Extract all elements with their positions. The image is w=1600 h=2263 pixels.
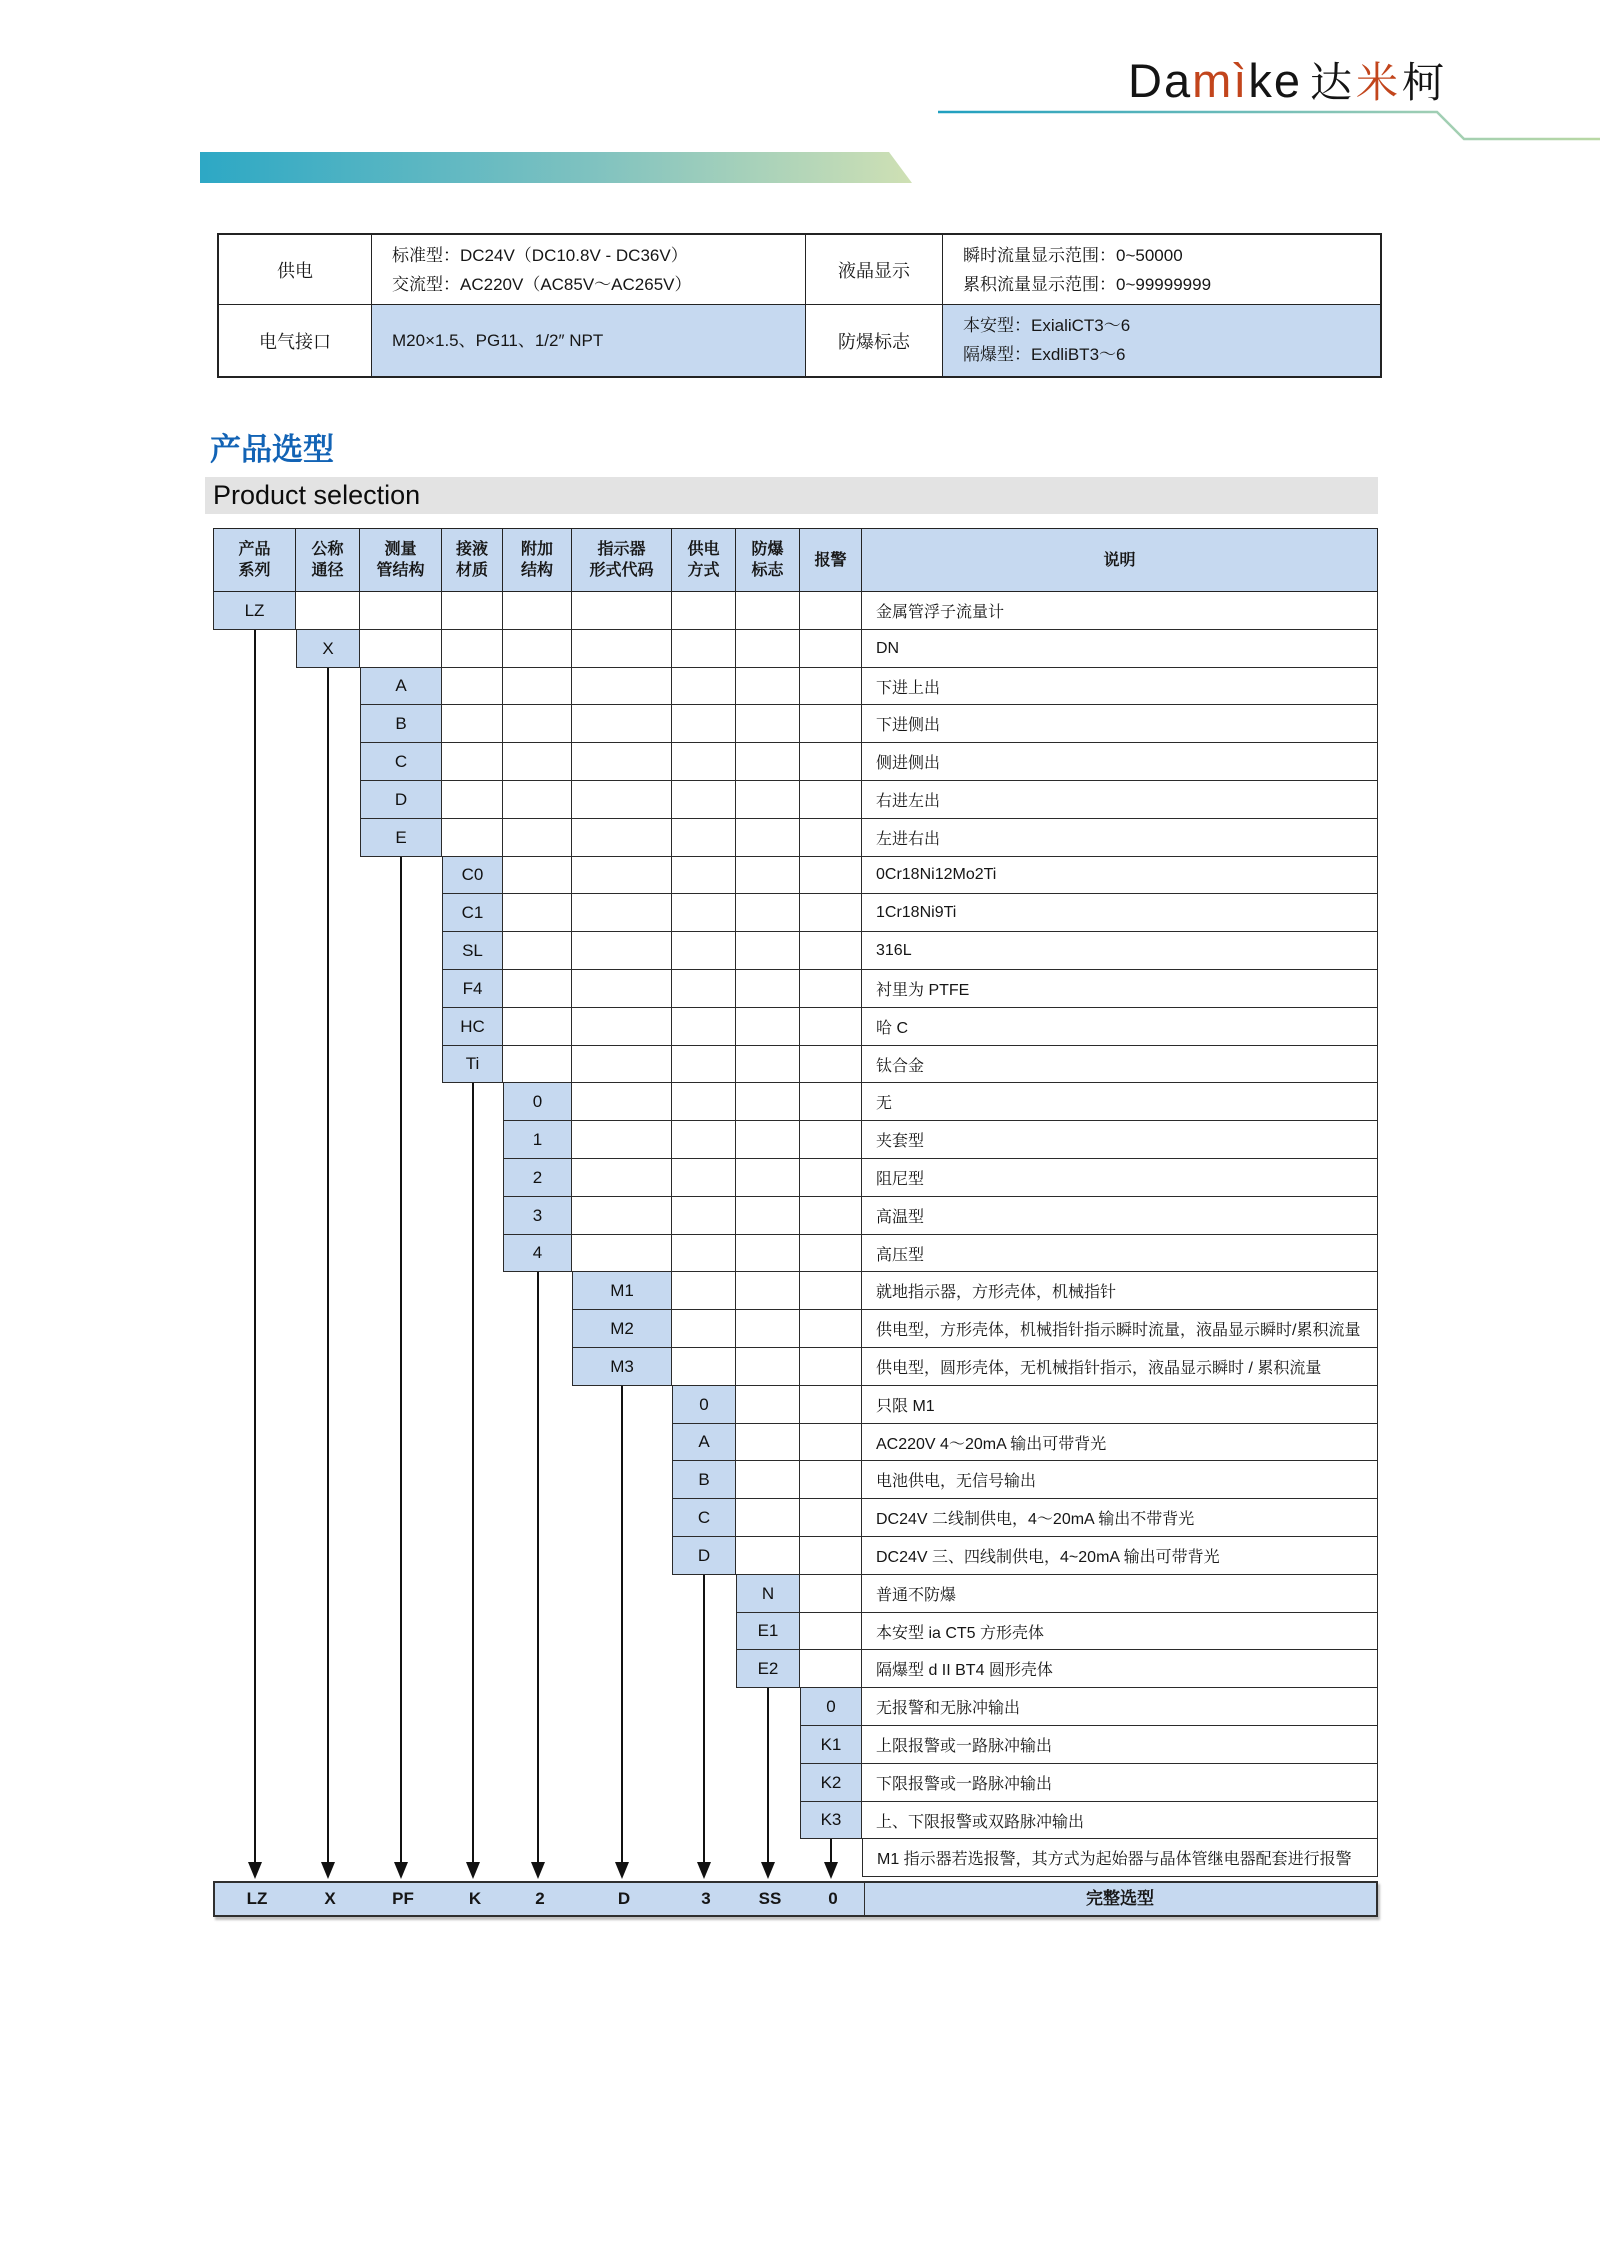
desc-cell: 衬里为 PTFE xyxy=(862,970,1378,1008)
matrix-header-label: 材质 xyxy=(455,562,488,579)
empty-cell xyxy=(736,819,800,857)
code-cell-N: N xyxy=(736,1575,800,1613)
empty-cell xyxy=(672,932,736,970)
code-cell-C0: C0 xyxy=(442,857,503,894)
empty-cell xyxy=(503,781,572,819)
complete-selection-row xyxy=(213,1881,1378,1917)
empty-cell xyxy=(672,630,736,668)
empty-cell xyxy=(672,819,736,857)
logo-text: Da xyxy=(1128,54,1193,107)
empty-cell xyxy=(503,819,572,857)
selection-leader-line-col7 xyxy=(703,1575,705,1862)
desc-cell: 下限报警或一路脉冲输出 xyxy=(862,1764,1378,1802)
brand-logo xyxy=(1128,50,1448,110)
empty-cell xyxy=(672,1272,736,1310)
selection-leader-line-col8 xyxy=(767,1688,769,1862)
empty-cell xyxy=(736,1008,800,1046)
selection-leader-line-col9 xyxy=(830,1839,832,1862)
selection-leader-line-col6 xyxy=(621,1386,623,1862)
complete-selection-code-3: PF xyxy=(392,1889,414,1908)
code-cell-K3: K3 xyxy=(800,1802,862,1839)
empty-cell xyxy=(800,592,862,630)
empty-cell xyxy=(672,1046,736,1083)
empty-cell xyxy=(736,1046,800,1083)
empty-cell xyxy=(503,630,572,668)
code-cell-C1: C1 xyxy=(442,894,503,932)
logo-text: 柯 xyxy=(1401,59,1448,106)
code-cell-C: C xyxy=(360,743,442,781)
empty-cell xyxy=(800,1272,862,1310)
empty-cell xyxy=(736,705,800,743)
empty-cell xyxy=(736,1235,800,1272)
empty-cell xyxy=(800,1008,862,1046)
spec-power-line1: 标准型：DC24V（DC10.8V - DC36V） xyxy=(392,246,688,265)
selection-leader-line-col3 xyxy=(400,857,402,1862)
empty-cell xyxy=(736,1386,800,1424)
code-cell-E1: E1 xyxy=(736,1613,800,1650)
empty-cell xyxy=(736,1159,800,1197)
code-cell-M3: M3 xyxy=(572,1348,672,1386)
code-cell-D: D xyxy=(360,781,442,819)
selection-arrow-col3 xyxy=(394,1862,408,1879)
spec-power-line2: 交流型：AC220V（AC85V～AC265V） xyxy=(392,275,692,294)
empty-cell xyxy=(672,1197,736,1235)
matrix-header-label: 报警 xyxy=(814,551,847,569)
desc-cell: 上限报警或一路脉冲输出 xyxy=(862,1726,1378,1764)
empty-cell xyxy=(736,630,800,668)
empty-cell xyxy=(572,1235,672,1272)
code-cell-SL: SL xyxy=(442,932,503,970)
desc-cell: 供电型，圆形壳体，无机械指针指示，液晶显示瞬时 / 累积流量 xyxy=(862,1348,1378,1386)
code-cell-0: 0 xyxy=(503,1083,572,1121)
matrix-header-label: 管结构 xyxy=(376,562,425,579)
empty-cell xyxy=(736,1197,800,1235)
empty-cell xyxy=(736,743,800,781)
matrix-header-label: 接液 xyxy=(455,541,488,558)
empty-cell xyxy=(672,1235,736,1272)
empty-cell xyxy=(503,857,572,894)
spec-exproof-line1: 本安型：ExialiCT3～6 xyxy=(963,316,1131,335)
matrix-header-col9 xyxy=(800,528,862,592)
desc-cell: 上、下限报警或双路脉冲输出 xyxy=(862,1802,1378,1839)
empty-cell xyxy=(442,743,503,781)
code-cell-0: 0 xyxy=(672,1386,736,1424)
empty-cell xyxy=(572,1008,672,1046)
empty-cell xyxy=(572,970,672,1008)
empty-cell xyxy=(572,592,672,630)
empty-cell xyxy=(572,932,672,970)
selection-leader-line-col1 xyxy=(254,630,256,1862)
empty-cell xyxy=(800,1083,862,1121)
desc-cell: 316L xyxy=(862,932,1378,970)
section-title-en: Product selection xyxy=(205,477,1378,514)
code-cell-E2: E2 xyxy=(736,1650,800,1688)
spec-lcd-line2: 累积流量显示范围：0~99999999 xyxy=(963,275,1212,294)
empty-cell xyxy=(503,1046,572,1083)
empty-cell xyxy=(736,932,800,970)
empty-cell xyxy=(672,857,736,894)
desc-cell: 钛合金 xyxy=(862,1046,1378,1083)
code-cell-B: B xyxy=(672,1461,736,1499)
empty-cell xyxy=(736,1083,800,1121)
empty-cell xyxy=(736,1310,800,1348)
desc-cell: 高压型 xyxy=(862,1235,1378,1272)
empty-cell xyxy=(800,743,862,781)
selection-arrow-col7 xyxy=(697,1862,711,1879)
code-cell-2: 2 xyxy=(503,1159,572,1197)
empty-cell xyxy=(800,1461,862,1499)
empty-cell xyxy=(672,668,736,705)
empty-cell xyxy=(736,781,800,819)
empty-cell xyxy=(572,781,672,819)
matrix-header-col8 xyxy=(736,528,800,592)
empty-cell xyxy=(572,819,672,857)
empty-cell xyxy=(736,1537,800,1575)
selection-leader-line-col2 xyxy=(327,668,329,1862)
empty-cell xyxy=(800,1613,862,1650)
code-cell-HC: HC xyxy=(442,1008,503,1046)
empty-cell xyxy=(736,970,800,1008)
empty-cell xyxy=(736,857,800,894)
empty-cell xyxy=(736,1499,800,1537)
code-cell-0: 0 xyxy=(800,1688,862,1726)
complete-selection-code-4: K xyxy=(468,1889,482,1908)
spec-electrical-value: M20×1.5、PG11、1/2″ NPT xyxy=(392,331,604,350)
logo-text-accent: 米 xyxy=(1355,59,1402,106)
desc-cell: 0Cr18Ni12Mo2Ti xyxy=(862,857,1378,894)
spec-label-electrical: 电气接口 xyxy=(219,305,372,376)
matrix-header-col3 xyxy=(360,528,442,592)
empty-cell xyxy=(800,1310,862,1348)
matrix-header-col6 xyxy=(572,528,672,592)
empty-cell xyxy=(800,932,862,970)
selection-leader-line-col4 xyxy=(472,1083,474,1862)
empty-cell xyxy=(736,1121,800,1159)
empty-cell xyxy=(800,1235,862,1272)
empty-cell xyxy=(672,781,736,819)
empty-cell xyxy=(503,970,572,1008)
desc-cell: 下进侧出 xyxy=(862,705,1378,743)
spec-value-lcd xyxy=(943,235,1380,305)
spec-label-exproof: 防爆标志 xyxy=(806,305,943,376)
empty-cell xyxy=(800,1046,862,1083)
empty-cell xyxy=(503,592,572,630)
desc-cell: 夹套型 xyxy=(862,1121,1378,1159)
empty-cell xyxy=(800,857,862,894)
selection-arrow-col1 xyxy=(248,1862,262,1879)
complete-selection-code-7: 3 xyxy=(701,1889,711,1908)
desc-cell: DC24V 三、四线制供电，4~20mA 输出可带背光 xyxy=(862,1537,1378,1575)
logo-text: 达 xyxy=(1309,59,1356,106)
empty-cell xyxy=(503,668,572,705)
code-cell-D: D xyxy=(672,1537,736,1575)
empty-cell xyxy=(360,592,442,630)
desc-cell: 高温型 xyxy=(862,1197,1378,1235)
desc-cell: 侧进侧出 xyxy=(862,743,1378,781)
desc-cell: 下进上出 xyxy=(862,668,1378,705)
empty-cell xyxy=(800,1121,862,1159)
empty-cell xyxy=(572,630,672,668)
spec-value-power xyxy=(372,235,806,305)
empty-cell xyxy=(442,630,503,668)
complete-selection-code-6: D xyxy=(617,1889,631,1908)
empty-cell xyxy=(736,1461,800,1499)
empty-cell xyxy=(442,668,503,705)
empty-cell xyxy=(442,592,503,630)
matrix-header-label: 结构 xyxy=(520,562,553,579)
empty-cell xyxy=(800,1424,862,1461)
empty-cell xyxy=(736,1348,800,1386)
desc-cell: 就地指示器，方形壳体，机械指针 xyxy=(862,1272,1378,1310)
empty-cell xyxy=(572,705,672,743)
code-cell-X: X xyxy=(296,630,360,668)
empty-cell xyxy=(503,705,572,743)
matrix-header-col10 xyxy=(862,528,1378,592)
empty-cell xyxy=(672,1121,736,1159)
selection-arrow-col4 xyxy=(466,1862,480,1879)
empty-cell xyxy=(360,630,442,668)
empty-cell xyxy=(800,1386,862,1424)
matrix-header-col7 xyxy=(672,528,736,592)
matrix-header-col1 xyxy=(213,528,296,592)
code-cell-3: 3 xyxy=(503,1197,572,1235)
empty-cell xyxy=(736,894,800,932)
empty-cell xyxy=(572,1197,672,1235)
desc-cell: 本安型 ia CT5 方形壳体 xyxy=(862,1613,1378,1650)
empty-cell xyxy=(503,743,572,781)
empty-cell xyxy=(800,781,862,819)
empty-cell xyxy=(800,1159,862,1197)
empty-cell xyxy=(572,894,672,932)
matrix-header-label: 附加 xyxy=(520,541,553,558)
matrix-header-col4 xyxy=(442,528,503,592)
empty-cell xyxy=(800,705,862,743)
spec-exproof-line2: 隔爆型：ExdliBT3～6 xyxy=(963,345,1126,364)
code-cell-K2: K2 xyxy=(800,1764,862,1802)
desc-cell: 右进左出 xyxy=(862,781,1378,819)
empty-cell xyxy=(503,894,572,932)
empty-cell xyxy=(672,1159,736,1197)
empty-cell xyxy=(736,1424,800,1461)
empty-cell xyxy=(503,932,572,970)
selection-leader-line-col5 xyxy=(537,1272,539,1862)
empty-cell xyxy=(672,970,736,1008)
empty-cell xyxy=(672,1008,736,1046)
complete-selection-label: 完整选型 xyxy=(1086,1889,1154,1908)
desc-cell: 哈 C xyxy=(862,1008,1378,1046)
empty-cell xyxy=(442,705,503,743)
matrix-header-label: 产品 xyxy=(238,541,271,558)
empty-cell xyxy=(800,970,862,1008)
matrix-header-label: 形式代码 xyxy=(589,562,654,579)
empty-cell xyxy=(672,1083,736,1121)
desc-cell: AC220V 4～20mA 输出可带背光 xyxy=(862,1424,1378,1461)
empty-cell xyxy=(800,1499,862,1537)
desc-cell: 普通不防爆 xyxy=(862,1575,1378,1613)
spec-label-power: 供电 xyxy=(219,235,372,305)
desc-cell: 阻尼型 xyxy=(862,1159,1378,1197)
complete-selection-code-5: 2 xyxy=(535,1889,545,1908)
brand-logo-cjk xyxy=(1310,50,1448,110)
empty-cell xyxy=(800,1575,862,1613)
empty-cell xyxy=(572,1159,672,1197)
selection-arrow-col6 xyxy=(615,1862,629,1879)
matrix-header-label: 测量 xyxy=(384,541,417,558)
code-cell-B: B xyxy=(360,705,442,743)
matrix-header-label: 说明 xyxy=(1103,551,1136,569)
spec-table xyxy=(217,233,1382,378)
code-cell-A: A xyxy=(672,1424,736,1461)
empty-cell xyxy=(572,1083,672,1121)
desc-cell: 只限 M1 xyxy=(862,1386,1378,1424)
desc-cell: 电池供电，无信号输出 xyxy=(862,1461,1378,1499)
desc-cell: 隔爆型 d II BT4 圆形壳体 xyxy=(862,1650,1378,1688)
logo-text-accent: mì xyxy=(1192,54,1249,107)
empty-cell xyxy=(672,592,736,630)
desc-cell: M1 指示器若选报警，其方式为起始器与晶体管继电器配套进行报警 xyxy=(862,1839,1378,1877)
empty-cell xyxy=(800,819,862,857)
brand-logo-latin xyxy=(1128,53,1302,108)
complete-selection-code-9: 0 xyxy=(828,1889,838,1908)
empty-cell xyxy=(800,668,862,705)
desc-cell: DC24V 二线制供电，4～20mA 输出不带背光 xyxy=(862,1499,1378,1537)
empty-cell xyxy=(800,1650,862,1688)
selection-arrow-col9 xyxy=(824,1862,838,1879)
empty-cell xyxy=(672,743,736,781)
empty-cell xyxy=(572,668,672,705)
empty-cell xyxy=(800,630,862,668)
code-cell-K1: K1 xyxy=(800,1726,862,1764)
empty-cell xyxy=(672,894,736,932)
desc-cell: DN xyxy=(862,630,1378,668)
section-title-zh: 产品选型 xyxy=(210,432,334,467)
matrix-header-label: 防爆 xyxy=(751,541,784,558)
spec-label-lcd: 液晶显示 xyxy=(806,235,943,305)
code-cell-M2: M2 xyxy=(572,1310,672,1348)
empty-cell xyxy=(736,668,800,705)
empty-cell xyxy=(672,705,736,743)
desc-cell: 无 xyxy=(862,1083,1378,1121)
spec-value-exproof xyxy=(943,305,1380,376)
empty-cell xyxy=(800,1537,862,1575)
code-cell-E: E xyxy=(360,819,442,857)
desc-cell: 供电型，方形壳体，机械指针指示瞬时流量，液晶显示瞬时/累积流量 xyxy=(862,1310,1378,1348)
matrix-header-label: 供电 xyxy=(687,541,720,558)
matrix-header-col5 xyxy=(503,528,572,592)
complete-selection-code-8: SS xyxy=(758,1889,782,1908)
selection-arrow-col2 xyxy=(321,1862,335,1879)
empty-cell xyxy=(572,857,672,894)
empty-cell xyxy=(503,1008,572,1046)
matrix-header-label: 标志 xyxy=(751,562,784,579)
empty-cell xyxy=(800,1197,862,1235)
matrix-header-label: 系列 xyxy=(238,562,271,579)
matrix-header-label: 公称 xyxy=(311,541,344,558)
empty-cell xyxy=(442,819,503,857)
code-cell-4: 4 xyxy=(503,1235,572,1272)
code-cell-A: A xyxy=(360,668,442,705)
code-cell-F4: F4 xyxy=(442,970,503,1008)
empty-cell xyxy=(572,1046,672,1083)
desc-cell: 1Cr18Ni9Ti xyxy=(862,894,1378,932)
spec-lcd-line1: 瞬时流量显示范围：0~50000 xyxy=(963,246,1183,265)
matrix-header-col2 xyxy=(296,528,360,592)
code-cell-1: 1 xyxy=(503,1121,572,1159)
empty-cell xyxy=(800,894,862,932)
selection-arrow-col5 xyxy=(531,1862,545,1879)
matrix-header-label: 方式 xyxy=(687,562,720,579)
empty-cell xyxy=(572,743,672,781)
empty-cell xyxy=(736,1272,800,1310)
matrix-header-label: 通径 xyxy=(311,562,344,579)
code-cell-LZ: LZ xyxy=(213,592,296,630)
code-cell-M1: M1 xyxy=(572,1272,672,1310)
empty-cell xyxy=(442,781,503,819)
desc-cell: 金属管浮子流量计 xyxy=(862,592,1378,630)
desc-cell: 无报警和无脉冲输出 xyxy=(862,1688,1378,1726)
header-flag-bar xyxy=(200,152,912,183)
logo-text: ke xyxy=(1248,54,1302,107)
selection-arrow-col8 xyxy=(761,1862,775,1879)
empty-cell xyxy=(800,1348,862,1386)
spec-value-electrical xyxy=(372,305,806,376)
empty-cell xyxy=(572,1121,672,1159)
matrix-header-label: 指示器 xyxy=(597,541,646,558)
desc-cell: 左进右出 xyxy=(862,819,1378,857)
empty-cell xyxy=(672,1348,736,1386)
code-cell-Ti: Ti xyxy=(442,1046,503,1083)
code-cell-C: C xyxy=(672,1499,736,1537)
complete-selection-code-1: LZ xyxy=(246,1889,268,1908)
empty-cell xyxy=(672,1310,736,1348)
empty-cell xyxy=(296,592,360,630)
empty-cell xyxy=(736,592,800,630)
complete-selection-code-2: X xyxy=(324,1889,336,1908)
